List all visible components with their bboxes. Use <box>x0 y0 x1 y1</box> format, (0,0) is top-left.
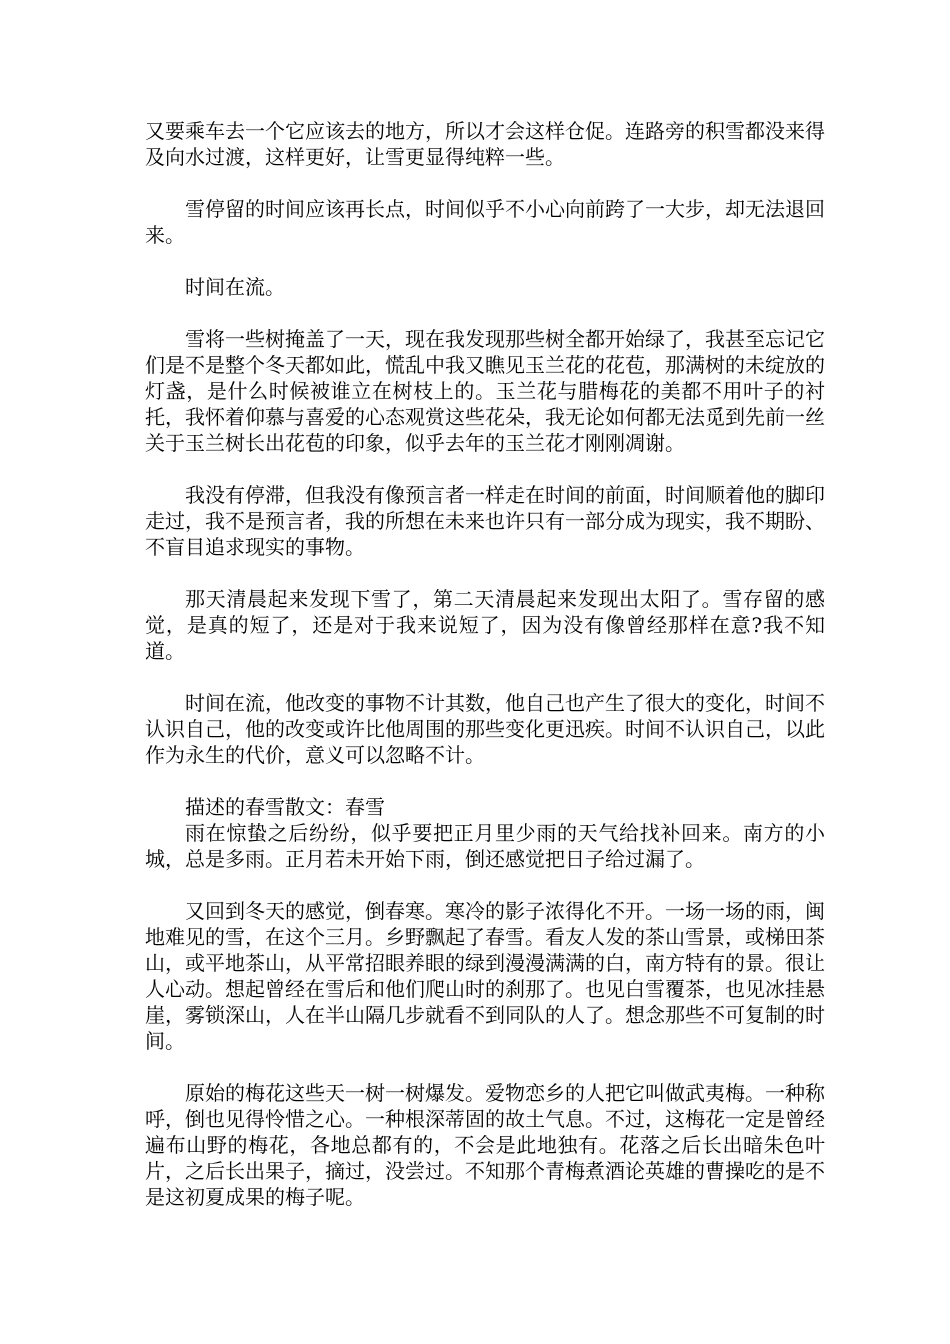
section-heading: 描述的春雪散文：春雪 <box>185 795 385 819</box>
paragraph-7: 时间在流，他改变的事物不计其数，他自己也产生了很大的变化，时间不认识自己，他的改变或许比他周围的那些变化更迅疾。时间不认识自己，以此作为永生的代价，意义可以忽略不计。 <box>145 691 825 767</box>
document-page <box>145 118 825 1210</box>
paragraph-5: 我没有停滞，但我没有像预言者一样走在时间的前面，时间顺着他的脚印走过，我不是预言者，我的所想在未来也许只有一部分成为现实，我不期盼、不盲目追求现实的事物。 <box>145 483 825 559</box>
paragraph-1: 又要乘车去一个它应该去的地方，所以才会这样仓促。连路旁的积雪都没来得及向水过渡，这样更好，让雪更显得纯粹一些。 <box>145 119 825 169</box>
paragraph-9: 又回到冬天的感觉，倒春寒。寒冷的影子浓得化不开。一场一场的雨，闽地难见的雪，在这个三月。乡野飘起了春雪。看友人发的茶山雪景，或梯田茶山，或平地茶山，从平常招眼养眼的绿到漫漫满满的白，南方特有的景。很让人心动。想起曾经在雪后和他们爬山时的刹那了。也见白雪覆茶，也见冰挂悬崖，雾锁深山，人在半山隔几步就看不到同队的人了。想念那些不可复制的时间。 <box>145 899 825 1053</box>
paragraph-3: 时间在流。 <box>185 275 285 299</box>
paragraph-6: 那天清晨起来发现下雪了，第二天清晨起来发现出太阳了。雪存留的感觉，是真的短了，还是对于我来说短了，因为没有像曾经那样在意?我不知道。 <box>145 587 825 663</box>
paragraph-4: 雪将一些树掩盖了一天，现在我发现那些树全都开始绿了，我甚至忘记它们是不是整个冬天都如此，慌乱中我又瞧见玉兰花的花苞，那满树的未绽放的灯盏，是什么时候被谁立在树枝上的。玉兰花与腊梅花的美都不用叶子的衬托，我怀着仰慕与喜爱的心态观赏这些花朵，我无论如何都无法觅到先前一丝关于玉兰树长出花苞的印象，似乎去年的玉兰花才刚刚凋谢。 <box>145 327 825 455</box>
paragraph-10: 原始的梅花这些天一树一树爆发。爱物恋乡的人把它叫做武夷梅。一种称呼，倒也见得怜惜之心。一种根深蒂固的故土气息。不过，这梅花一定是曾经遍布山野的梅花，各地总都有的，不会是此地独有。花落之后长出暗朱色叶片，之后长出果子，摘过，没尝过。不知那个青梅煮酒论英雄的曹操吃的是不是这初夏成果的梅子呢。 <box>145 1081 825 1209</box>
paragraph-2: 雪停留的时间应该再长点，时间似乎不小心向前跨了一大步，却无法退回来。 <box>145 197 825 247</box>
paragraph-8: 雨在惊蛰之后纷纷，似乎要把正月里少雨的天气给找补回来。南方的小城，总是多雨。正月若未开始下雨，倒还感觉把日子给过漏了。 <box>145 821 825 871</box>
